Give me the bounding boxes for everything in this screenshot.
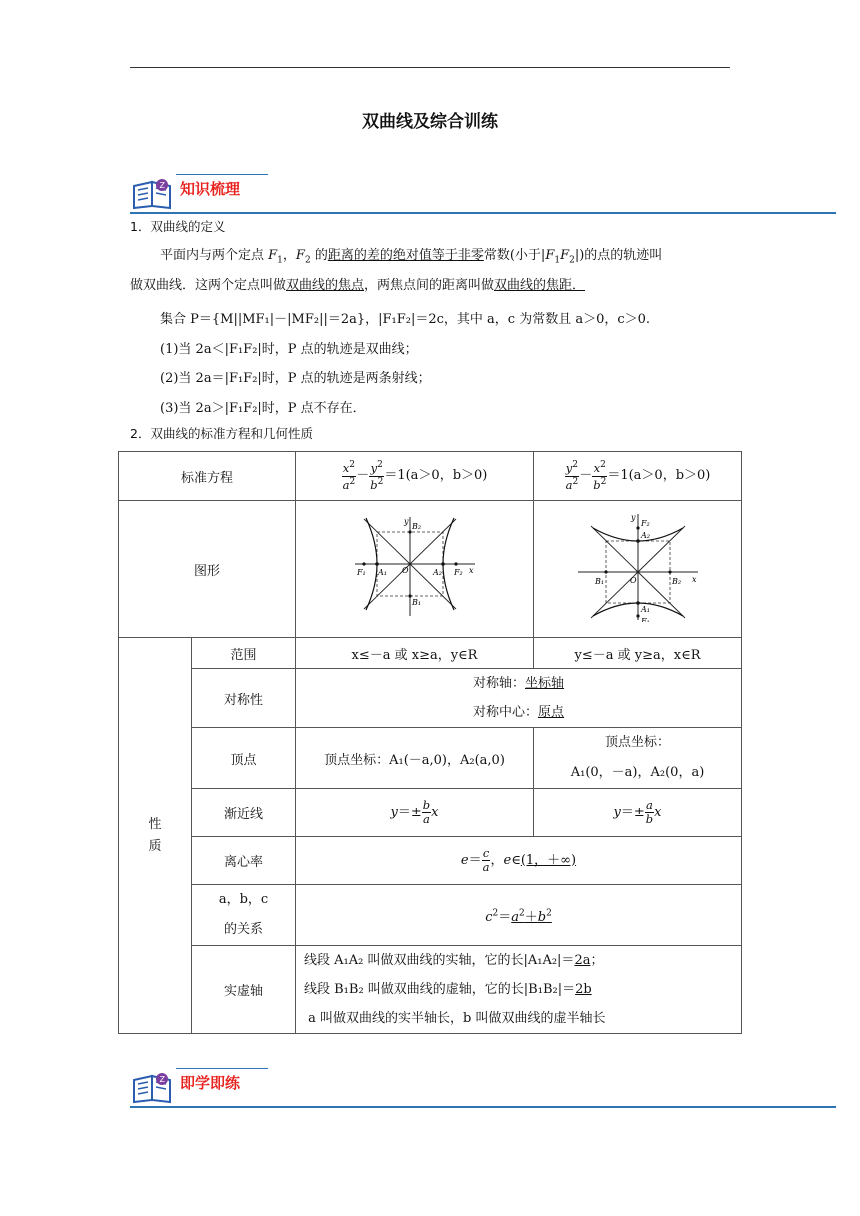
table-row (119, 452, 742, 501)
svg-text:F₂: F₂ (640, 519, 650, 528)
range-horizontal: x≤－a 或 x≥a，y∈R (296, 638, 534, 669)
section-title: 即学即练 (180, 1074, 241, 1092)
table-row (119, 728, 742, 789)
svg-text:F₂: F₂ (453, 568, 463, 577)
table-row (119, 837, 742, 885)
graph-vertical-cell (534, 501, 742, 638)
vertex-vertical: 顶点坐标： A₁(0，－a)，A₂(0，a) (534, 728, 742, 789)
condition-1: (1)当 2a＜|F₁F₂|时，P 点的轨迹是双曲线； (160, 342, 418, 357)
range-vertical: y≤－a 或 y≥a，x∈R (534, 638, 742, 669)
eccentricity-value: e＝ $\frac{c}{a}$ ，e∈(1，＋∞) (296, 837, 742, 885)
svg-text:x: x (468, 566, 474, 575)
svg-text:B₁: B₁ (411, 598, 421, 607)
heading-definition: 1．双曲线的定义 (130, 219, 226, 234)
header-graph: 图形 (119, 501, 296, 638)
table-row (119, 789, 742, 837)
label-abc-relation: a，b，c 的关系 (192, 885, 296, 946)
svg-text:Z: Z (159, 181, 165, 190)
axes-value: 线段 A₁A₂ 叫做双曲线的实轴，它的长|A₁A₂|＝2a； 线段 B₁B₂ 叫做双曲线的虚轴，它的长|B₁B₂|＝2b a 叫做双曲线的实半轴长，b 叫做双曲线的虚半轴长 (296, 946, 742, 1034)
equation-horizontal: $\frac{x^2}{a^2}$ － $\frac{y^2}{b^2}$ ＝1(a＞0，b＞0) (296, 452, 534, 501)
svg-text:O: O (401, 566, 409, 575)
table-row (119, 946, 742, 1034)
svg-text:y: y (403, 517, 409, 526)
header-properties: 性质 (119, 638, 192, 1034)
label-eccentricity: 离心率 (192, 837, 296, 885)
section-accent-line (176, 174, 268, 175)
svg-text:x: x (691, 575, 697, 584)
underlined-term: 双曲线的焦点 (286, 278, 365, 293)
table-row (119, 638, 742, 669)
heading-standard-equation: 2．双曲线的标准方程和几何性质 (130, 426, 313, 441)
table-row (119, 669, 742, 728)
underlined-term: 距离的差的绝对值等于非零 (327, 248, 484, 263)
hyperbola-vertical-graph (573, 512, 703, 622)
vertex-horizontal: 顶点坐标：A₁(－a,0)，A₂(a,0) (296, 728, 534, 789)
svg-text:B₂: B₂ (671, 577, 681, 586)
section-accent-line (176, 1068, 268, 1069)
def-paragraph-line2: 做双曲线．这两个定点叫做双曲线的焦点，两焦点间的距离叫做双曲线的焦距． (130, 278, 586, 293)
open-book-icon (130, 176, 176, 210)
def-paragraph-line1: 平面内与两个定点 $F_1$，$F_2$ 的距离的差的绝对值等于非零常数(小于$|F_1F_2|$)的点的轨迹叫 (160, 248, 663, 266)
condition-3: (3)当 2a＞|F₁F₂|时，P 点不存在． (160, 401, 366, 416)
label-range: 范围 (192, 638, 296, 669)
set-definition: 集合 P＝{M||MF₁|－|MF₂||＝2a}，|F₁F₂|＝2c，其中 a，c 为常数且 a＞0，c＞0. (160, 312, 651, 327)
underlined-term: 双曲线的焦距． (494, 278, 586, 293)
section-divider (130, 1106, 836, 1108)
label-asymptote: 渐近线 (192, 789, 296, 837)
page-title: 双曲线及综合训练 (362, 112, 498, 132)
svg-text:y: y (630, 513, 636, 522)
table-row (119, 885, 742, 946)
table-row (119, 501, 742, 638)
svg-text:A₁: A₁ (640, 605, 650, 614)
asymptote-horizontal: y＝± $\frac{b}{a}$ x (296, 789, 534, 837)
svg-text:B₂: B₂ (411, 522, 421, 531)
svg-text:A₂: A₂ (640, 531, 650, 540)
hyperbola-horizontal-graph (350, 512, 480, 622)
label-symmetry: 对称性 (192, 669, 296, 728)
section-title: 知识梳理 (180, 180, 241, 198)
symmetry-value: 对称轴：坐标轴 对称中心：原点 (296, 669, 742, 728)
label-vertex: 顶点 (192, 728, 296, 789)
abc-relation-value: $c^2=a^2+b^2$ (296, 885, 742, 946)
condition-2: (2)当 2a＝|F₁F₂|时，P 点的轨迹是两条射线； (160, 371, 431, 386)
properties-table (118, 451, 742, 1034)
header-standard-equation: 标准方程 (119, 452, 296, 501)
svg-text:Z: Z (159, 1075, 165, 1084)
asymptote-vertical: y＝± $\frac{a}{b}$ x (534, 789, 742, 837)
label-axes: 实虚轴 (192, 946, 296, 1034)
open-book-icon (130, 1070, 176, 1104)
equation-vertical: $\frac{y^2}{a^2}$ － $\frac{x^2}{b^2}$ ＝1(a＞0，b＞0) (534, 452, 742, 501)
svg-text:A₂: A₂ (432, 568, 442, 577)
svg-text:B₁: B₁ (594, 577, 604, 586)
svg-text:A₁: A₁ (377, 568, 387, 577)
graph-horizontal-cell (296, 501, 534, 638)
svg-text:O: O (629, 576, 637, 585)
svg-text:F₁: F₁ (640, 617, 650, 622)
header-rule (130, 67, 730, 68)
svg-text:F₁: F₁ (356, 568, 366, 577)
section-header-practice (130, 1068, 836, 1112)
